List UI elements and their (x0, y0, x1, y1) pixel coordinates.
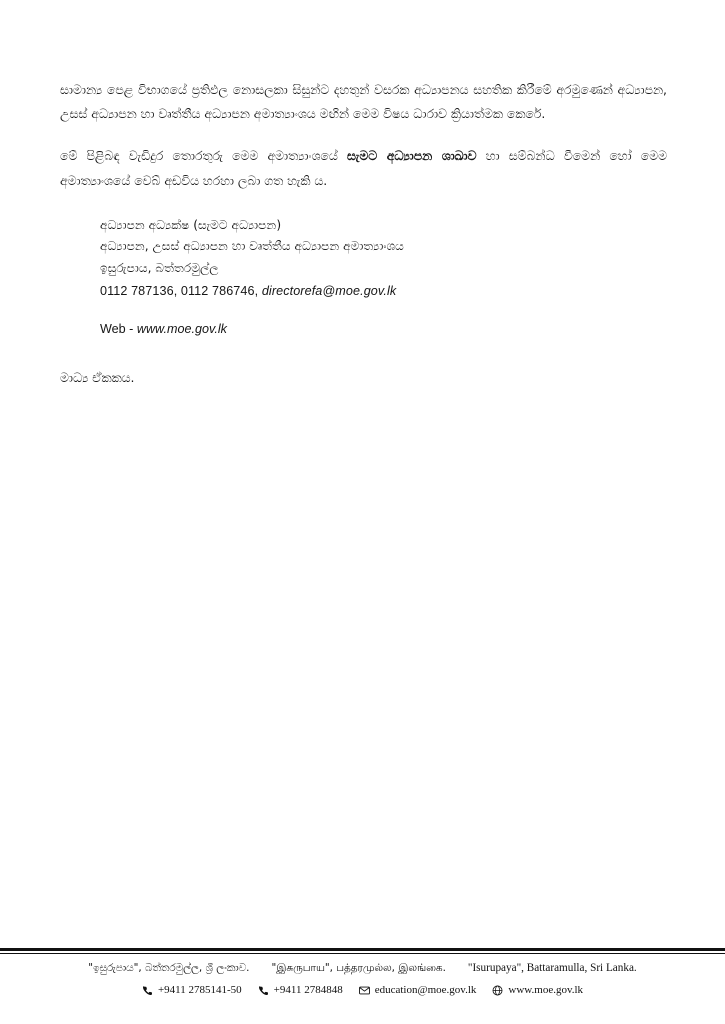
document-body (60, 78, 667, 386)
fax-icon (258, 985, 269, 996)
address-line-location: ඉසුරුපාය, බත්තරමුල්ල (100, 261, 219, 276)
address-line-ministry: අධ්‍යාපන, උසස් අධ්‍යාපන හා වෘත්තීය අධ්‍යාපන අමාත්‍යාංශය (100, 239, 404, 254)
phone-icon (142, 985, 153, 996)
contact-phones: 0112 787136, 0112 786746, (100, 283, 262, 298)
email-icon (359, 985, 370, 996)
paragraph-1: සාමාන්‍ය පෙළ විභාගයේ ප්‍රතිඵල නොසලකා සිසුන්ට දහතුන් වසරක අධ්‍යාපනය සහතික කිරීමේ අරමුණෙන් අධ්‍යාපන, උසස් අධ්‍යාපන හා වෘත්තීය අධ්‍යාපන අමාත්‍යාංශය මඟින් මෙම විෂය ධාරාව ක්‍රියාත්මක කෙරේ. (60, 82, 667, 122)
paragraph-2-tail: හා සම්බන්ධ වීමෙන් හෝ මෙම අමාත්‍යාංශයේ වෙබ් අඩවිය හරහා ලබා ගත හැකි ය. (60, 148, 668, 188)
globe-icon (492, 985, 503, 996)
media-unit-line: මාධ්‍ය ඒකකය. (60, 370, 135, 386)
footer-address-row (0, 962, 725, 975)
contact-email[interactable]: directorefa@moe.gov.lk (261, 283, 397, 298)
signature-address-block (100, 215, 667, 303)
footer-address-tamil: "இசுருபாய", பத்தரமுல்ல, இலங்கை. (271, 962, 446, 974)
website-url[interactable]: www.moe.gov.lk (136, 322, 227, 337)
footer-phone-2-text: +9411 2784848 (273, 984, 343, 996)
footer-web-text[interactable]: www.moe.gov.lk (508, 984, 584, 996)
paragraph-2-lead: මේ පිළිබඳ වැඩිදුර තොරතුරු මෙම අමාත්‍යාංශයේ (60, 148, 347, 164)
footer-email (359, 984, 477, 996)
footer-divider-thin (0, 953, 725, 954)
footer-phone-1 (142, 984, 242, 996)
footer-contact-row (0, 984, 725, 996)
website-label: Web - (100, 322, 137, 337)
footer-phone-2 (258, 984, 343, 996)
footer-address-english: "Isurupaya", Battaramulla, Sri Lanka. (467, 962, 637, 974)
website-line (100, 322, 667, 336)
footer-email-text[interactable]: education@moe.gov.lk (374, 984, 477, 996)
footer-address-sinhala: "ඉසුරුපාය", බත්තරමුල්ල, ශ්‍රී ලංකාව. (88, 962, 250, 974)
footer-phone-1-text: +9411 2785141-50 (157, 984, 242, 996)
page-footer (0, 948, 725, 1024)
paragraph-2 (60, 144, 667, 192)
footer-web (492, 984, 583, 996)
address-line-designation: අධ්‍යාපන අධ්‍යක්ෂ (සැමට අධ්‍යාපන) (100, 217, 282, 232)
address-line-contact (100, 280, 667, 302)
paragraph-2-bold-phrase: සැමට අධ්‍යාපන ශාඛාව (346, 148, 477, 164)
footer-divider-thick (0, 948, 725, 951)
